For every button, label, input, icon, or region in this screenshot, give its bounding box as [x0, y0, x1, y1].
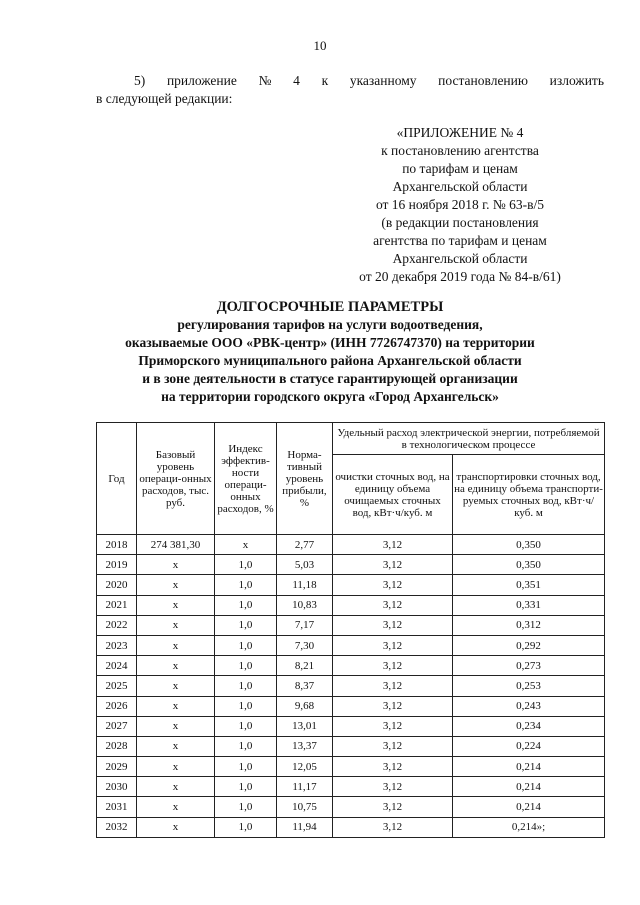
table-row [97, 595, 605, 615]
header-efficiency-index: Индекс эффектив-ности операци-онных расходов, % [215, 423, 277, 535]
header-base-level: Базовый уровень операци-онных расходов, тыс. руб. [137, 423, 215, 535]
efficiency-index-cell: 1,0 [215, 555, 277, 575]
intro-word: № [258, 73, 272, 88]
intro-word: изложить [549, 73, 604, 88]
normative-profit-cell: 11,18 [277, 575, 333, 595]
year-cell: 2032 [97, 817, 137, 837]
document-heading [60, 298, 600, 406]
table-row [97, 777, 605, 797]
year-cell: 2028 [97, 736, 137, 756]
normative-profit-cell: 13,37 [277, 736, 333, 756]
transport-energy-cell: 0,224 [453, 736, 605, 756]
intro-word: приложение [166, 73, 237, 88]
year-cell: 2024 [97, 656, 137, 676]
transport-energy-cell: 0,331 [453, 595, 605, 615]
base-level-cell: x [137, 716, 215, 736]
appendix-line: по тарифам и ценам [402, 161, 518, 176]
normative-profit-cell: 11,17 [277, 777, 333, 797]
table-row [97, 635, 605, 655]
transport-energy-cell: 0,350 [453, 535, 605, 555]
table-row [97, 535, 605, 555]
heading-title: ДОЛГОСРОЧНЫЕ ПАРАМЕТРЫ [216, 299, 444, 315]
efficiency-index-cell: 1,0 [215, 575, 277, 595]
transport-energy-cell: 0,214 [453, 777, 605, 797]
normative-profit-cell: 7,17 [277, 615, 333, 635]
efficiency-index-cell: 1,0 [215, 595, 277, 615]
efficiency-index-cell: 1,0 [215, 716, 277, 736]
year-cell: 2030 [97, 777, 137, 797]
heading-line: оказываемые ООО «РВК-центр» (ИНН 7726747370) на территории [125, 335, 535, 350]
treatment-energy-cell: 3,12 [333, 575, 453, 595]
year-cell: 2026 [97, 696, 137, 716]
intro-line-1 [96, 72, 604, 90]
treatment-energy-cell: 3,12 [333, 676, 453, 696]
year-cell: 2025 [97, 676, 137, 696]
header-normative-profit: Норма-тивный уровень прибыли, % [277, 423, 333, 535]
base-level-cell: x [137, 797, 215, 817]
intro-word: к [321, 73, 329, 88]
appendix-line: Архангельской области [392, 179, 528, 194]
table-row [97, 575, 605, 595]
normative-profit-cell: 8,37 [277, 676, 333, 696]
normative-profit-cell: 10,75 [277, 797, 333, 817]
year-cell: 2020 [97, 575, 137, 595]
efficiency-index-cell: x [215, 535, 277, 555]
intro-word: указанному [349, 73, 417, 88]
appendix-header [330, 124, 590, 286]
normative-profit-cell: 7,30 [277, 635, 333, 655]
efficiency-index-cell: 1,0 [215, 797, 277, 817]
transport-energy-cell: 0,350 [453, 555, 605, 575]
base-level-cell: x [137, 635, 215, 655]
appendix-line: к постановлению агентства [381, 143, 539, 158]
treatment-energy-cell: 3,12 [333, 656, 453, 676]
table-row [97, 656, 605, 676]
base-level-cell: x [137, 676, 215, 696]
efficiency-index-cell: 1,0 [215, 615, 277, 635]
treatment-energy-cell: 3,12 [333, 716, 453, 736]
table-body [97, 535, 605, 838]
transport-energy-cell: 0,351 [453, 575, 605, 595]
transport-energy-cell: 0,273 [453, 656, 605, 676]
treatment-energy-cell: 3,12 [333, 757, 453, 777]
intro-word: 5) [134, 73, 146, 88]
transport-energy-cell: 0,253 [453, 676, 605, 696]
year-cell: 2031 [97, 797, 137, 817]
intro-paragraph [96, 72, 604, 108]
table-row [97, 716, 605, 736]
base-level-cell: 274 381,30 [137, 535, 215, 555]
treatment-energy-cell: 3,12 [333, 817, 453, 837]
normative-profit-cell: 9,68 [277, 696, 333, 716]
header-treatment: очистки сточных вод, на единицу объема очищаемых сточных вод, кВт·ч/куб. м [333, 455, 453, 535]
normative-profit-cell: 11,94 [277, 817, 333, 837]
transport-energy-cell: 0,243 [453, 696, 605, 716]
efficiency-index-cell: 1,0 [215, 777, 277, 797]
table-row [97, 736, 605, 756]
year-cell: 2018 [97, 535, 137, 555]
efficiency-index-cell: 1,0 [215, 696, 277, 716]
year-cell: 2029 [97, 757, 137, 777]
treatment-energy-cell: 3,12 [333, 696, 453, 716]
heading-line: на территории городского округа «Город Архангельск» [161, 389, 499, 404]
year-cell: 2027 [97, 716, 137, 736]
page-number: 10 [313, 38, 327, 53]
year-cell: 2019 [97, 555, 137, 575]
appendix-line: Архангельской области [392, 251, 528, 266]
efficiency-index-cell: 1,0 [215, 817, 277, 837]
transport-energy-cell: 0,312 [453, 615, 605, 635]
transport-energy-cell: 0,214 [453, 757, 605, 777]
treatment-energy-cell: 3,12 [333, 595, 453, 615]
efficiency-index-cell: 1,0 [215, 736, 277, 756]
header-energy-group: Удельный расход электрической энергии, потребляемой в технологическом процессе [333, 423, 605, 455]
appendix-line: от 20 декабря 2019 года № 84-в/61) [359, 269, 561, 284]
normative-profit-cell: 5,03 [277, 555, 333, 575]
intro-word: постановлению [438, 73, 528, 88]
normative-profit-cell: 2,77 [277, 535, 333, 555]
header-year: Год [97, 423, 137, 535]
base-level-cell: x [137, 736, 215, 756]
base-level-cell: x [137, 575, 215, 595]
table-row [97, 676, 605, 696]
efficiency-index-cell: 1,0 [215, 635, 277, 655]
transport-energy-cell: 0,292 [453, 635, 605, 655]
table-row [97, 797, 605, 817]
heading-line: регулирования тарифов на услуги водоотведения, [177, 317, 483, 332]
heading-line: Приморского муниципального района Архангельской области [138, 353, 522, 368]
table-row [97, 615, 605, 635]
efficiency-index-cell: 1,0 [215, 757, 277, 777]
base-level-cell: x [137, 757, 215, 777]
efficiency-index-cell: 1,0 [215, 656, 277, 676]
base-level-cell: x [137, 817, 215, 837]
year-cell: 2023 [97, 635, 137, 655]
transport-energy-cell: 0,214»; [453, 817, 605, 837]
treatment-energy-cell: 3,12 [333, 736, 453, 756]
base-level-cell: x [137, 696, 215, 716]
transport-energy-cell: 0,234 [453, 716, 605, 736]
table-row [97, 757, 605, 777]
year-cell: 2022 [97, 615, 137, 635]
appendix-line: (в редакции постановления [381, 215, 539, 230]
table-row [97, 555, 605, 575]
appendix-line: от 16 ноября 2018 г. № 63-в/5 [375, 197, 545, 212]
treatment-energy-cell: 3,12 [333, 777, 453, 797]
treatment-energy-cell: 3,12 [333, 615, 453, 635]
efficiency-index-cell: 1,0 [215, 676, 277, 696]
treatment-energy-cell: 3,12 [333, 635, 453, 655]
intro-line-2: в следующей редакции: [96, 91, 233, 106]
base-level-cell: x [137, 555, 215, 575]
treatment-energy-cell: 3,12 [333, 555, 453, 575]
header-transport: транспортировки сточных вод, на единицу объема транспорти-руемых сточных вод, кВт·ч/куб. м [453, 455, 605, 535]
table-row [97, 817, 605, 837]
intro-word: 4 [293, 73, 300, 88]
base-level-cell: x [137, 615, 215, 635]
appendix-line: «ПРИЛОЖЕНИЕ № 4 [396, 125, 524, 140]
base-level-cell: x [137, 656, 215, 676]
year-cell: 2021 [97, 595, 137, 615]
table-row [97, 696, 605, 716]
normative-profit-cell: 12,05 [277, 757, 333, 777]
heading-line: и в зоне деятельности в статусе гарантирующей организации [142, 371, 518, 386]
transport-energy-cell: 0,214 [453, 797, 605, 817]
treatment-energy-cell: 3,12 [333, 535, 453, 555]
base-level-cell: x [137, 777, 215, 797]
normative-profit-cell: 8,21 [277, 656, 333, 676]
normative-profit-cell: 10,83 [277, 595, 333, 615]
treatment-energy-cell: 3,12 [333, 797, 453, 817]
normative-profit-cell: 13,01 [277, 716, 333, 736]
appendix-line: агентства по тарифам и ценам [373, 233, 547, 248]
parameters-table [96, 422, 605, 838]
base-level-cell: x [137, 595, 215, 615]
